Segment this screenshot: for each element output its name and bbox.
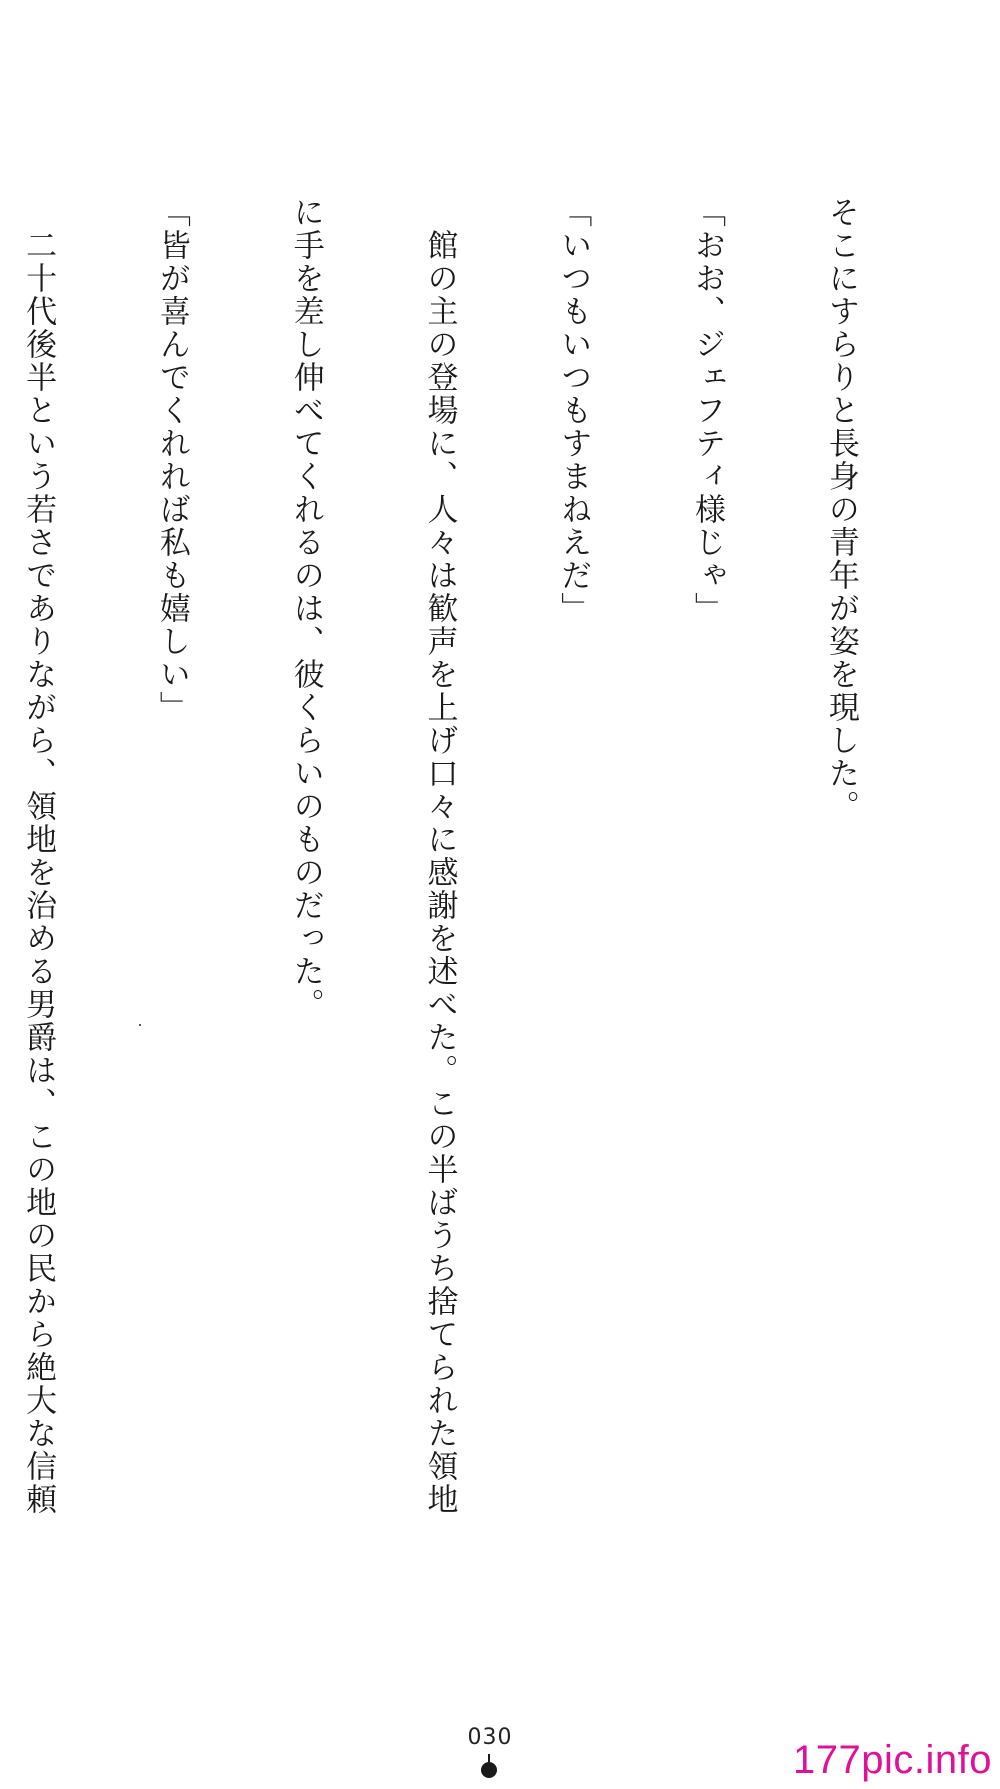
site-watermark: 177pic.info [793,1738,992,1782]
text-line-6: 「皆が喜んでくれれば私も嬉しい」 [153,196,190,724]
text-line-4: 館の主の登場に、人々は歓声を上げ口々に感謝を述べた。この半ばうち捨てられた領地 [421,196,458,1516]
vertical-text-body [2,196,952,1516]
text-line-2: 「おお、ジェフティ様じゃ」 [689,196,726,625]
page-marker-tick [488,1754,490,1762]
page-number: 030 [467,1725,513,1750]
text-line-3: 「いつもいつもすまねえだ」 [555,196,592,625]
page-marker-dot-icon [481,1762,497,1778]
stray-ink-dot [139,1024,141,1026]
text-line-1: そこにすらりと長身の青年が姿を現した。 [822,196,859,823]
text-line-7: 二十代後半という若さでありながら、領地を治める男爵は、この地の民から絶大な信頼 [20,196,57,1516]
text-line-5: に手を差し伸べてくれるのは、彼くらいのものだった。 [287,196,324,1021]
